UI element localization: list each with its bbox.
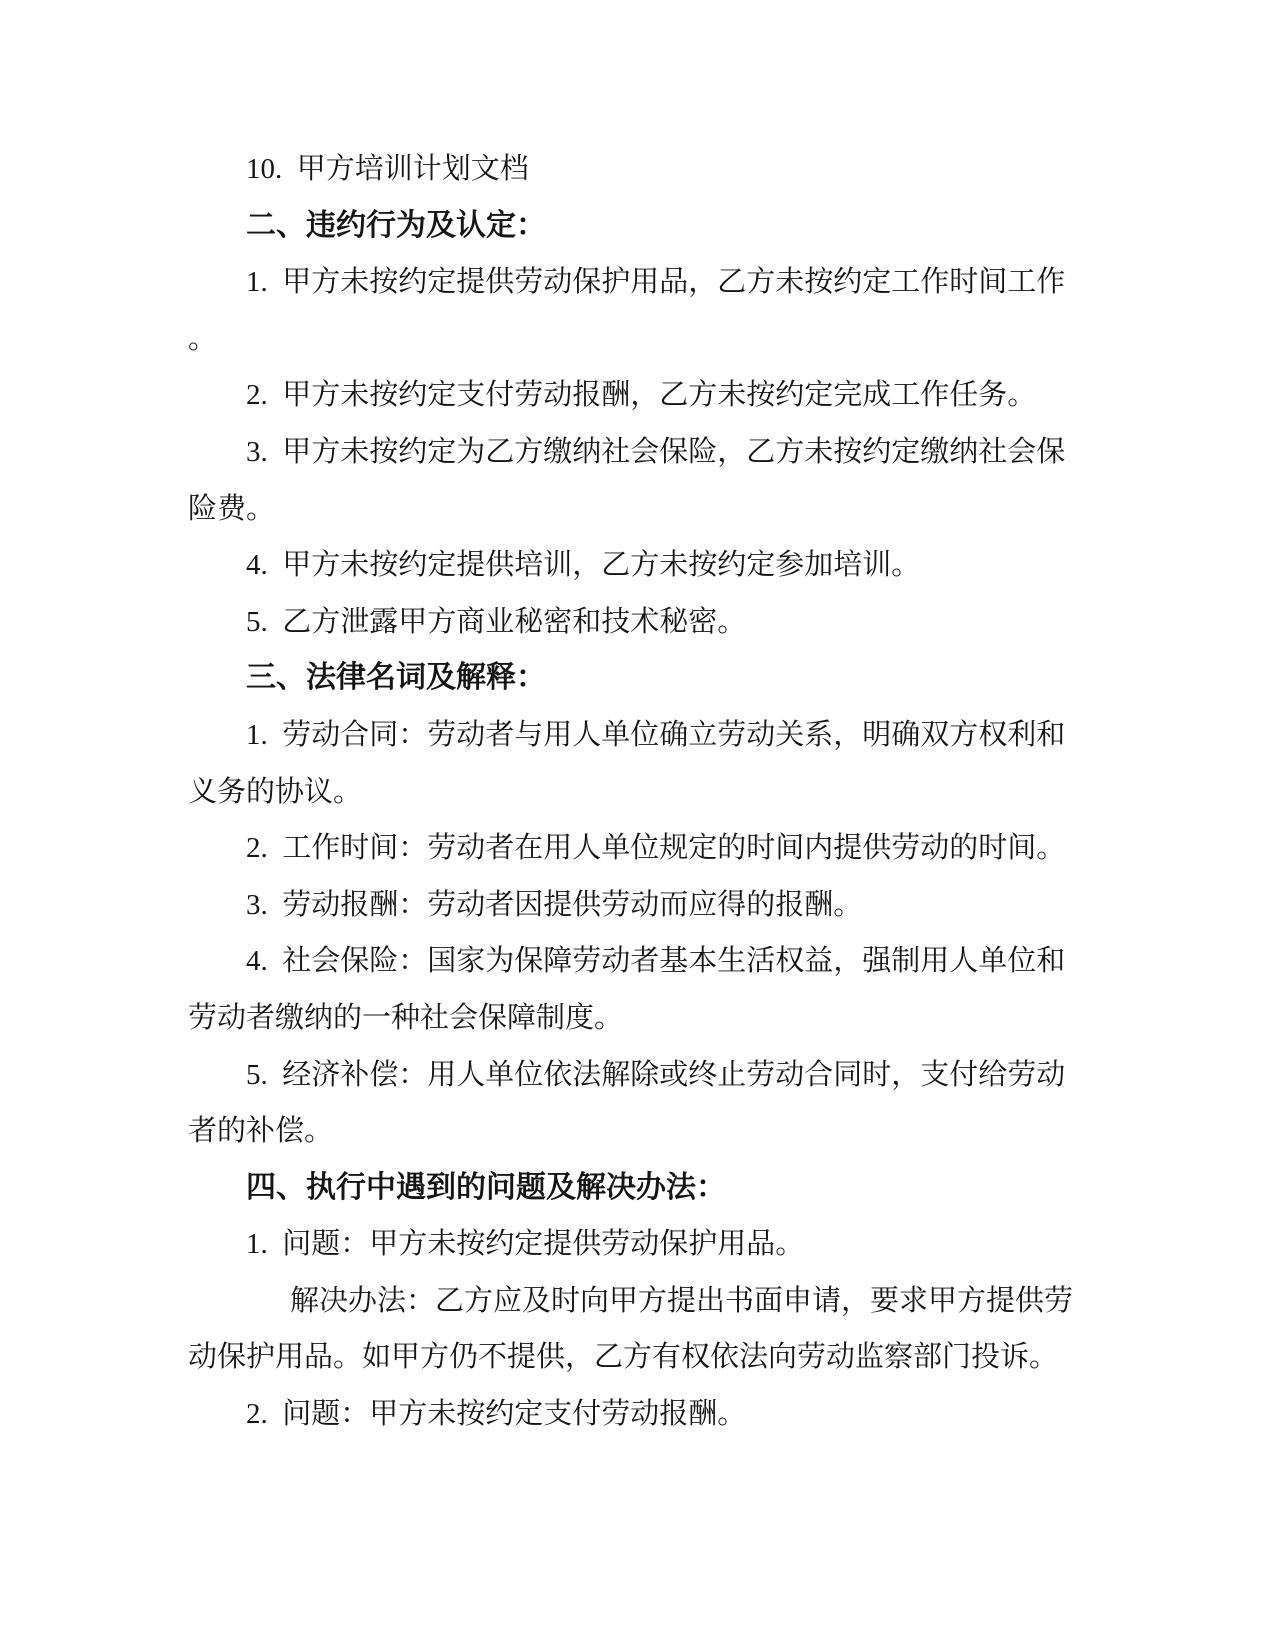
doc-line: 。 (188, 322, 218, 355)
doc-line: 2. 甲方未按约定支付劳动报酬，乙方未按约定完成工作任务。 (246, 379, 1037, 412)
paragraph (188, 367, 1093, 424)
section-heading: 四、执行中遇到的问题及解决办法： (246, 1170, 726, 1204)
doc-line: 解决办法：乙方应及时向甲方提出书面申请，要求甲方提供劳 (290, 1284, 1074, 1317)
paragraph (188, 877, 1093, 934)
paragraph (188, 254, 1093, 367)
doc-line: 3. 甲方未按约定为乙方缴纳社会保险，乙方未按约定缴纳社会保 (246, 435, 1066, 468)
doc-line: 者的补偿。 (188, 1115, 334, 1148)
paragraph (188, 933, 1093, 1046)
paragraph (188, 820, 1093, 877)
doc-line: 1. 甲方未按约定提供劳动保护用品，乙方未按约定工作时间工作 (246, 266, 1066, 299)
doc-line: 10. 甲方培训计划文档 (246, 153, 529, 185)
doc-line: 动保护用品。如甲方仍不提供，乙方有权依法向劳动监察部门投诉。 (188, 1341, 1059, 1374)
doc-line: 劳动者缴纳的一种社会保障制度。 (188, 1001, 624, 1034)
doc-line: 3. 劳动报酬：劳动者因提供劳动而应得的报酬。 (246, 888, 863, 921)
paragraph (188, 707, 1093, 820)
doc-line: 4. 甲方未按约定提供培训，乙方未按约定参加培训。 (246, 549, 921, 582)
section-heading: 三、法律名词及解释： (246, 661, 546, 695)
paragraph (188, 198, 1093, 255)
paragraph (188, 1216, 1093, 1273)
paragraph (188, 1386, 1093, 1443)
doc-line: 5. 经济补偿：用人单位依法解除或终止劳动合同时，支付给劳动 (246, 1058, 1066, 1091)
paragraph (188, 537, 1093, 594)
doc-line: 险费。 (188, 492, 276, 525)
paragraph (188, 1047, 1093, 1160)
doc-line: 1. 劳动合同：劳动者与用人单位确立劳动关系，明确双方权利和 (246, 718, 1066, 751)
paragraph (188, 141, 1093, 198)
doc-line: 5. 乙方泄露甲方商业秘密和技术秘密。 (246, 605, 747, 638)
document-text-block (188, 141, 1093, 1443)
paragraph (188, 1273, 1093, 1386)
paragraph (188, 424, 1093, 537)
paragraph (188, 594, 1093, 651)
paragraph (188, 650, 1093, 707)
doc-line: 4. 社会保险：国家为保障劳动者基本生活权益，强制用人单位和 (246, 945, 1066, 978)
doc-line: 义务的协议。 (188, 775, 363, 808)
doc-line: 2. 工作时间：劳动者在用人单位规定的时间内提供劳动的时间。 (246, 832, 1066, 865)
paragraph (188, 1160, 1093, 1217)
section-heading: 二、违约行为及认定： (246, 208, 546, 242)
doc-line: 2. 问题：甲方未按约定支付劳动报酬。 (246, 1398, 747, 1431)
doc-line: 1. 问题：甲方未按约定提供劳动保护用品。 (246, 1228, 805, 1261)
